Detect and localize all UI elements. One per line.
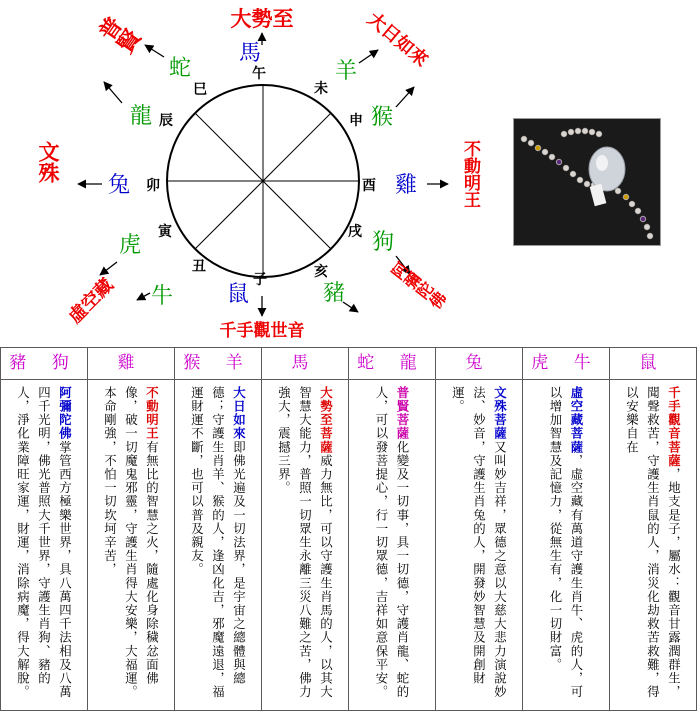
header-cell xyxy=(1,348,88,380)
animal-snake: 蛇 xyxy=(168,56,192,81)
deity-qianshou: 千手觀世音 xyxy=(219,321,305,341)
deity-puxian: 普賢 xyxy=(92,13,144,59)
animal-dragon: 龍 xyxy=(129,104,153,129)
header-tiger-ox: 虎 牛 xyxy=(531,353,601,373)
deity-description: 有無比的智慧之火，隨處化身除穢忿面佛像，破一切魔鬼邪靈，守護生肖得大安樂，大福運。本命剛強，不怕一切坎坷辛苦， xyxy=(102,386,160,699)
deity-dari: 大日如來 xyxy=(363,8,432,71)
animal-rat: 鼠 xyxy=(226,282,250,307)
deity-wenshu: 文殊 xyxy=(36,141,60,183)
header-cell xyxy=(436,348,523,380)
deity-description: ，地支是子，屬水：觀音甘露潤群生，聞聲救苦，守護生肖鼠的人，消災化劫救苦救難，得以安樂自在 xyxy=(624,386,682,699)
branch-zi: 子 xyxy=(253,272,267,288)
animal-pig: 豬 xyxy=(322,281,346,306)
body-cell-dari xyxy=(175,380,262,711)
deity-description: 即佛光遍及一切法界，是宇宙之總體與總德；守護生肖羊、猴的人，逢凶化吉，邪魔遠退，福運財運不斷，也可以普及親友。 xyxy=(189,386,247,699)
branch-hai: 亥 xyxy=(314,264,328,280)
header-cell xyxy=(88,348,175,380)
header-rabbit: 兔 xyxy=(465,353,493,373)
branch-chen: 辰 xyxy=(159,113,173,129)
deity-name: 不動明王 xyxy=(144,386,160,441)
header-row xyxy=(1,348,697,380)
deity-name: 虛空藏菩薩 xyxy=(569,386,584,454)
deity-name: 文殊菩薩 xyxy=(492,386,508,441)
bracelet-photo xyxy=(513,118,661,246)
deity-name: 大日如來 xyxy=(231,386,247,441)
header-rooster: 雞 xyxy=(117,353,145,373)
body-row xyxy=(1,380,697,711)
header-snake-dragon: 蛇 龍 xyxy=(357,353,427,373)
header-cell xyxy=(349,348,436,380)
deity-name: 大勢至菩薩 xyxy=(318,386,334,454)
deity-budong: 不動明王 xyxy=(460,140,480,208)
body-cell-qianshou xyxy=(610,380,697,711)
bracelet-image xyxy=(514,119,660,245)
branch-wu: 午 xyxy=(252,66,266,82)
body-cell-dashizhi xyxy=(262,380,349,711)
animal-horse: 馬 xyxy=(238,41,262,66)
branch-chou: 丑 xyxy=(192,259,206,275)
deity-name: 千手觀音菩薩 xyxy=(666,386,682,468)
header-rat: 鼠 xyxy=(639,353,667,373)
branch-you: 酉 xyxy=(362,178,376,194)
body-cell-budong xyxy=(88,380,175,711)
body-cell-puxian xyxy=(349,380,436,711)
body-cell-wenshu xyxy=(436,380,523,711)
deity-description: ，虛空藏有萬道守護生肖牛、虎的人，可以增加智慧及記憶力，從無生有，化一切財富。 xyxy=(548,386,584,699)
branch-shen: 申 xyxy=(349,113,363,129)
deity-description: 掌管西方極樂世界，具八萬四千法相及八萬四千光明，佛光普照大千世界，守護生肖狗、豬的人，淨化業障旺家運，財運，消除病魔，得大解脫。 xyxy=(15,386,73,699)
header-cell xyxy=(610,348,697,380)
header-cell xyxy=(175,348,262,380)
wheel-circle xyxy=(167,85,359,277)
animal-rooster: 雞 xyxy=(394,173,418,198)
header-monkey-goat: 猴 羊 xyxy=(183,353,253,373)
branch-si: 巳 xyxy=(193,82,207,98)
animal-rabbit: 兔 xyxy=(107,173,131,198)
branch-yin: 寅 xyxy=(158,224,172,240)
deity-table xyxy=(0,347,697,711)
animal-monkey: 猴 xyxy=(370,105,394,130)
header-cell xyxy=(262,348,349,380)
zodiac-wheel-diagram xyxy=(0,0,510,345)
branch-xu: 戌 xyxy=(348,224,362,240)
deity-description: 威力無比，可以守護生肖馬的人，以其大智慧大能力，普照一切眾生永離三災八難之苦，佛力強大，震撼三界。 xyxy=(276,386,334,699)
body-cell-xukongzang xyxy=(523,380,610,711)
deity-name: 普賢菩薩 xyxy=(395,386,410,441)
header-pig-dog: 豬 狗 xyxy=(9,353,79,373)
header-cell xyxy=(523,348,610,380)
body-cell-amituo xyxy=(1,380,88,711)
deity-amituo: 阿彌陀佛 xyxy=(386,258,450,314)
animal-ox: 牛 xyxy=(150,284,174,309)
deity-xukongzang: 虛空藏 xyxy=(64,274,118,328)
deity-dashizhi: 大勢至 xyxy=(230,7,294,31)
animal-dog: 狗 xyxy=(371,230,395,255)
deity-name: 阿彌陀佛 xyxy=(57,386,73,441)
animal-tiger: 虎 xyxy=(118,233,142,258)
branch-mao: 卯 xyxy=(146,178,160,194)
deity-description: 化變及一切事，具一切德，守護肖龍、蛇的人，可以發菩提心，行一切眾德，吉祥如意保平安。 xyxy=(374,386,410,699)
animal-goat: 羊 xyxy=(334,59,358,84)
header-horse: 馬 xyxy=(291,353,319,373)
deity-description: 又叫妙吉祥，眾德之意以大慈大悲力演說妙法、妙音，守護生肖兔的人，開發妙智慧及開創財運。 xyxy=(450,386,508,699)
branch-wei: 未 xyxy=(314,81,328,97)
